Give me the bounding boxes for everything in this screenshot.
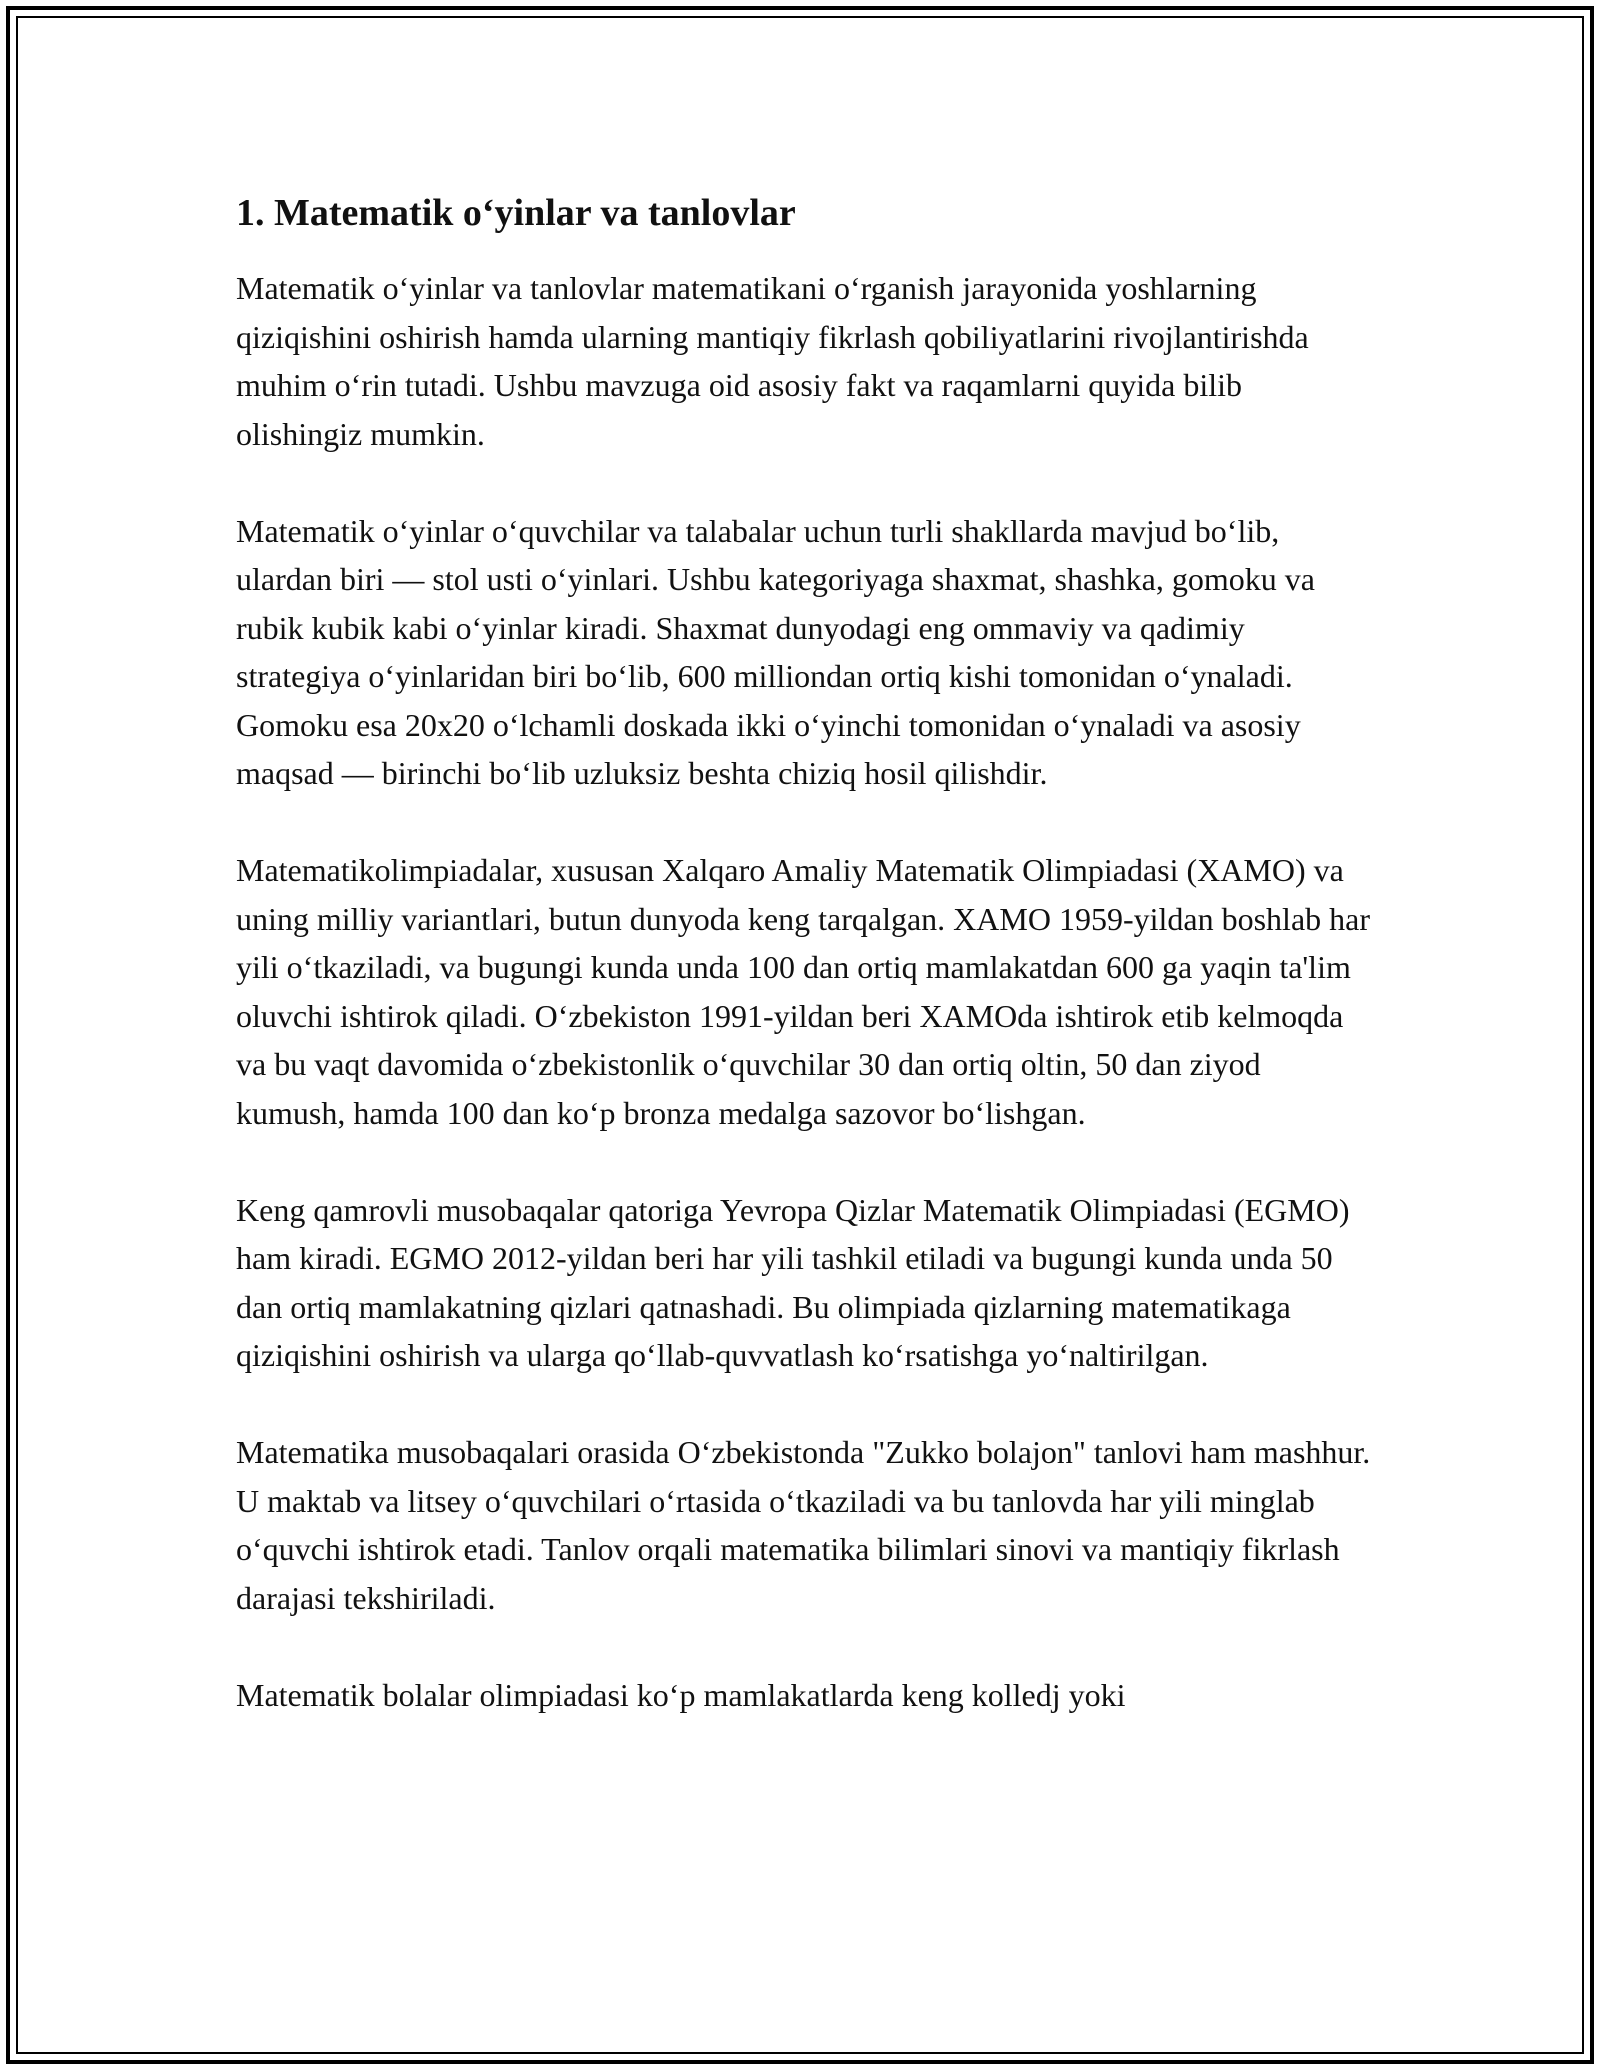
paragraph-zukko-bolajon: Matematika musobaqalari orasida O‘zbekistonda "Zukko bolajon" tanlovi ham mashhur. U maktab va litsey o‘quvchilari o‘rtasida o‘tkaziladi va bu tanlovda har yili minglab o‘quvchi ishtirok etadi. Tanlov orqali matematika bilimlari sinovi va mantiqiy fikrlash darajasi tekshiriladi. [236, 1434, 1371, 1616]
section-heading: 1. Matematik o‘yinlar va tanlovlar [236, 192, 796, 234]
paragraph-egmo: Keng qamrovli musobaqalar qatoriga Yevropa Qizlar Matematik Olimpiadasi (EGMO) ham kiradi. EGMO 2012-yildan beri har yili tashkil etiladi va bugungi kunda unda 50 dan ortiq mamlakatning qizlari qatnashadi. Bu olimpiada qizlarning matematikaga qiziqishini oshirish va ularga qo‘llab-quvvatlash ko‘rsatishga yo‘naltirilgan. [236, 1191, 1350, 1373]
paragraph-children-olympiad: Matematik bolalar olimpiadasi ko‘p mamlakatlarda keng kolledj yoki [236, 1676, 1126, 1713]
document-body [236, 188, 1376, 1768]
paragraph-intro: Matematik o‘yinlar va tanlovlar matematikani o‘rganish jarayonida yoshlarning qiziqishini oshirish hamda ularning mantiqiy fikrlash qobiliyatlarini rivojlantirishda muhim o‘rin tutadi. Ushbu mavzuga oid asosiy fakt va raqamlarni quyida bilib olishingiz mumkin. [236, 270, 1309, 452]
paragraph-board-games: Matematik o‘yinlar o‘quvchilar va talabalar uchun turli shakllarda mavjud bo‘lib, ulardan biri — stol usti o‘yinlari. Ushbu kategoriyaga shaxmat, shashka, gomoku va rubik kubik kabi o‘yinlar kiradi. Shaxmat dunyodagi eng ommaviy va qadimiy strategiya o‘yinlaridan biri bo‘lib, 600 milliondan ortiq kishi tomonidan o‘ynaladi. Gomoku esa 20x20 o‘lchamli doskada ikki o‘yinchi tomonidan o‘ynaladi va asosiy maqsad — birinchi bo‘lib uzluksiz beshta chiziq hosil qilishdir. [236, 512, 1315, 791]
paragraph-olympiads: Matematikolimpiadalar, xususan Xalqaro Amaliy Matematik Olimpiadasi (XAMO) va uning milliy variantlari, butun dunyoda keng tarqalgan. XAMO 1959-yildan boshlab har yili o‘tkaziladi, va bugungi kunda unda 100 dan ortiq mamlakatdan 600 ga yaqin ta'lim oluvchi ishtirok qiladi. O‘zbekiston 1991-yildan beri XAMOda ishtirok etib kelmoqda va bu vaqt davomida o‘zbekistonlik o‘quvchilar 30 dan ortiq oltin, 50 dan ziyod kumush, hamda 100 dan ko‘p bronza medalga sazovor bo‘lishgan. [236, 852, 1370, 1131]
